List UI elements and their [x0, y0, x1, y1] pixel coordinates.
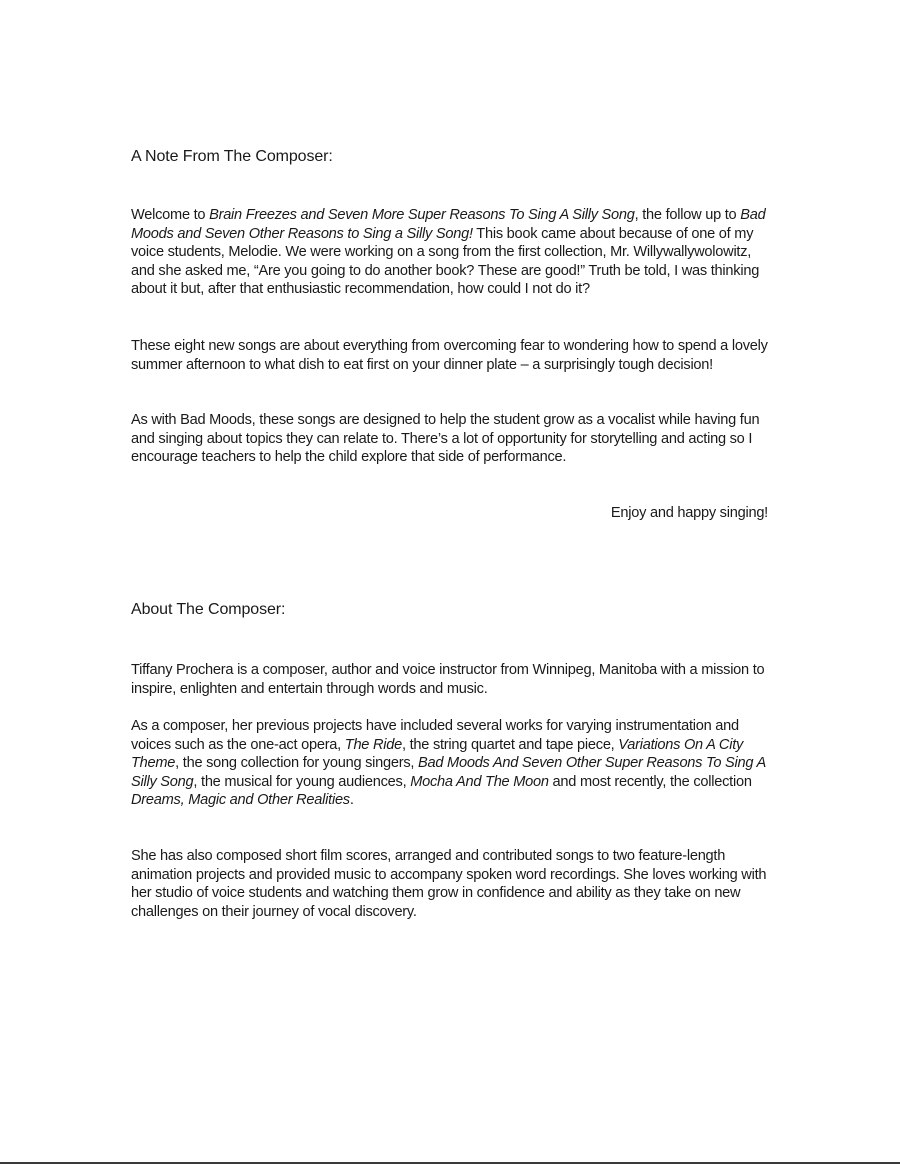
note-paragraph-bad-moods: As with Bad Moods, these songs are designed to help the student grow as a vocalist while having fun and singing about topics they can relate to. There’s a lot of opportunity for storytelling and acting so I encourage teachers to help the child explore that side of performance.: [131, 412, 760, 466]
text-run: Welcome to: [131, 207, 210, 223]
text-run: , the song collection for young singers,: [175, 755, 419, 772]
text-run: This book came about because of one of my voice students, Melodie. We were working on a song from the first collection, Mr. Willywallywolowitz, and she asked me, “Are you going to do another book? These are good!” Truth be told, I was thinking about it but, after that enthusiastic recommendation, how could I not do it?: [131, 225, 760, 298]
note-paragraph-welcome: [131, 206, 776, 299]
book-title: Brain Freezes and Seven More Super Reasons To Sing A Silly Song: [209, 207, 635, 223]
text-run: and most recently, the collection: [548, 773, 752, 790]
book-title: Bad Moods and Seven Other Reasons to Sing a Silly Song!: [131, 207, 766, 242]
text-run: .: [349, 792, 354, 809]
about-paragraph-projects: [131, 717, 776, 810]
about-paragraph-film: She has also composed short film scores, arranged and contributed songs to two feature-length animation projects and provided music to accompany spoken word recordings. She loves working with her studio of voice students and watching them grow in confidence and ability as they take on new challenges on their journey of vocal discovery.: [131, 848, 767, 920]
note-paragraph-songs: These eight new songs are about everything from overcoming fear to wondering how to spend a lovely summer afternoon to what dish to eat first on your dinner plate – a surprisingly tough decision!: [131, 338, 768, 373]
work-title: Dreams, Magic and Other Realities: [131, 792, 350, 809]
work-title: Variations On A City Theme: [131, 736, 744, 772]
about-heading: About The Composer:: [131, 601, 286, 618]
work-title: The Ride: [344, 736, 402, 753]
work-title: Mocha And The Moon: [410, 773, 549, 790]
text-run: , the follow up to: [634, 207, 741, 223]
about-paragraph-intro: Tiffany Prochera is a composer, author and voice instructor from Winnipeg, Manitoba with a mission to inspire, enlighten and entertain through words and music.: [131, 662, 765, 697]
work-title: Bad Moods And Seven Other Super Reasons To Sing A Silly Song: [131, 755, 766, 790]
text-run: , the musical for young audiences,: [193, 773, 411, 790]
note-heading: A Note From The Composer:: [131, 148, 333, 165]
text-run: , the string quartet and tape piece,: [402, 736, 619, 753]
text-run: As a composer, her previous projects have included several works for varying instrumentation and voices such as the one-act opera,: [131, 718, 739, 753]
signoff: Enjoy and happy singing!: [610, 505, 768, 521]
